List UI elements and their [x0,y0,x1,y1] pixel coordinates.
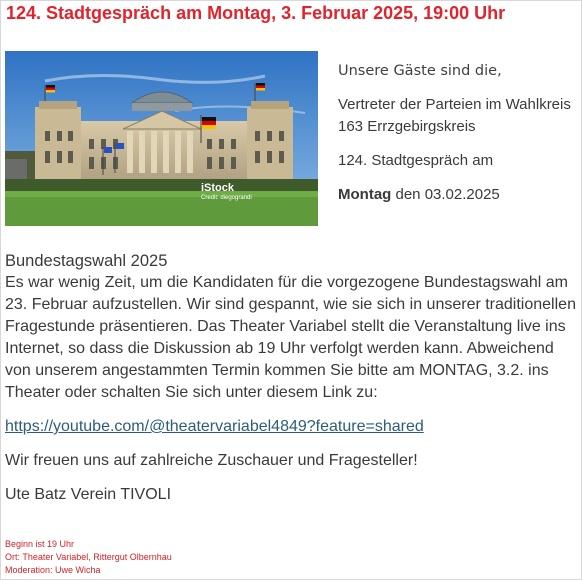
event-date-text: den 03.02.2025 [391,186,500,203]
image-credit: Credit: diegograndi [201,195,252,201]
thanks-text: Wir freuen uns auf zahlreiche Zuschauer und Fragesteller! [5,452,418,469]
event-details-footer [5,538,172,577]
event-info [338,60,574,206]
event-date [338,184,574,206]
location: Ort: Theater Variabel, Rittergut Olbernhau [5,552,172,562]
moderation: Moderation: Uwe Wicha [5,565,101,575]
representatives-text: Vertreter der Parteien im Wahlkreis 163 Errzgebirgskreis [338,96,571,135]
page-title: 124. Stadtgespräch am Montag, 3. Februar 2025, 19:00 Uhr [6,3,506,23]
istock-watermark: iStock [201,182,235,194]
reichstag-photo [5,51,318,226]
article-heading: Bundestagswahl 2025 [5,252,168,270]
event-name: 124. Stadtgespräch am [338,152,494,169]
article [5,250,577,506]
youtube-link[interactable]: https://youtube.com/@theatervariabel4849?feature=shared [5,418,424,435]
event-day: Montag [338,186,392,203]
guests-intro: Unsere Gäste sind die, [338,63,502,79]
start-time: Beginn ist 19 Uhr [5,539,75,549]
signature: Ute Batz Verein TIVOLI [5,486,172,503]
article-body: Es war wenig Zeit, um die Kandidaten für die vorgezogene Bundestagswahl am 23. Februar aufzustellen. Wir sind gespannt, wie sie sich in unserer traditionellen Fragestunde präsentieren. Das Theater Variabel stellt die Veranstaltung live ins Internet, so dass die Diskussion ab 19 Uhr verfolgt werden kann. Abweichend von unserem angestammten Termin kommen Sie bitte am MONTAG, 3.2. ins Theater oder schalten Sie sich unter diesem Link zu: [5,274,576,401]
